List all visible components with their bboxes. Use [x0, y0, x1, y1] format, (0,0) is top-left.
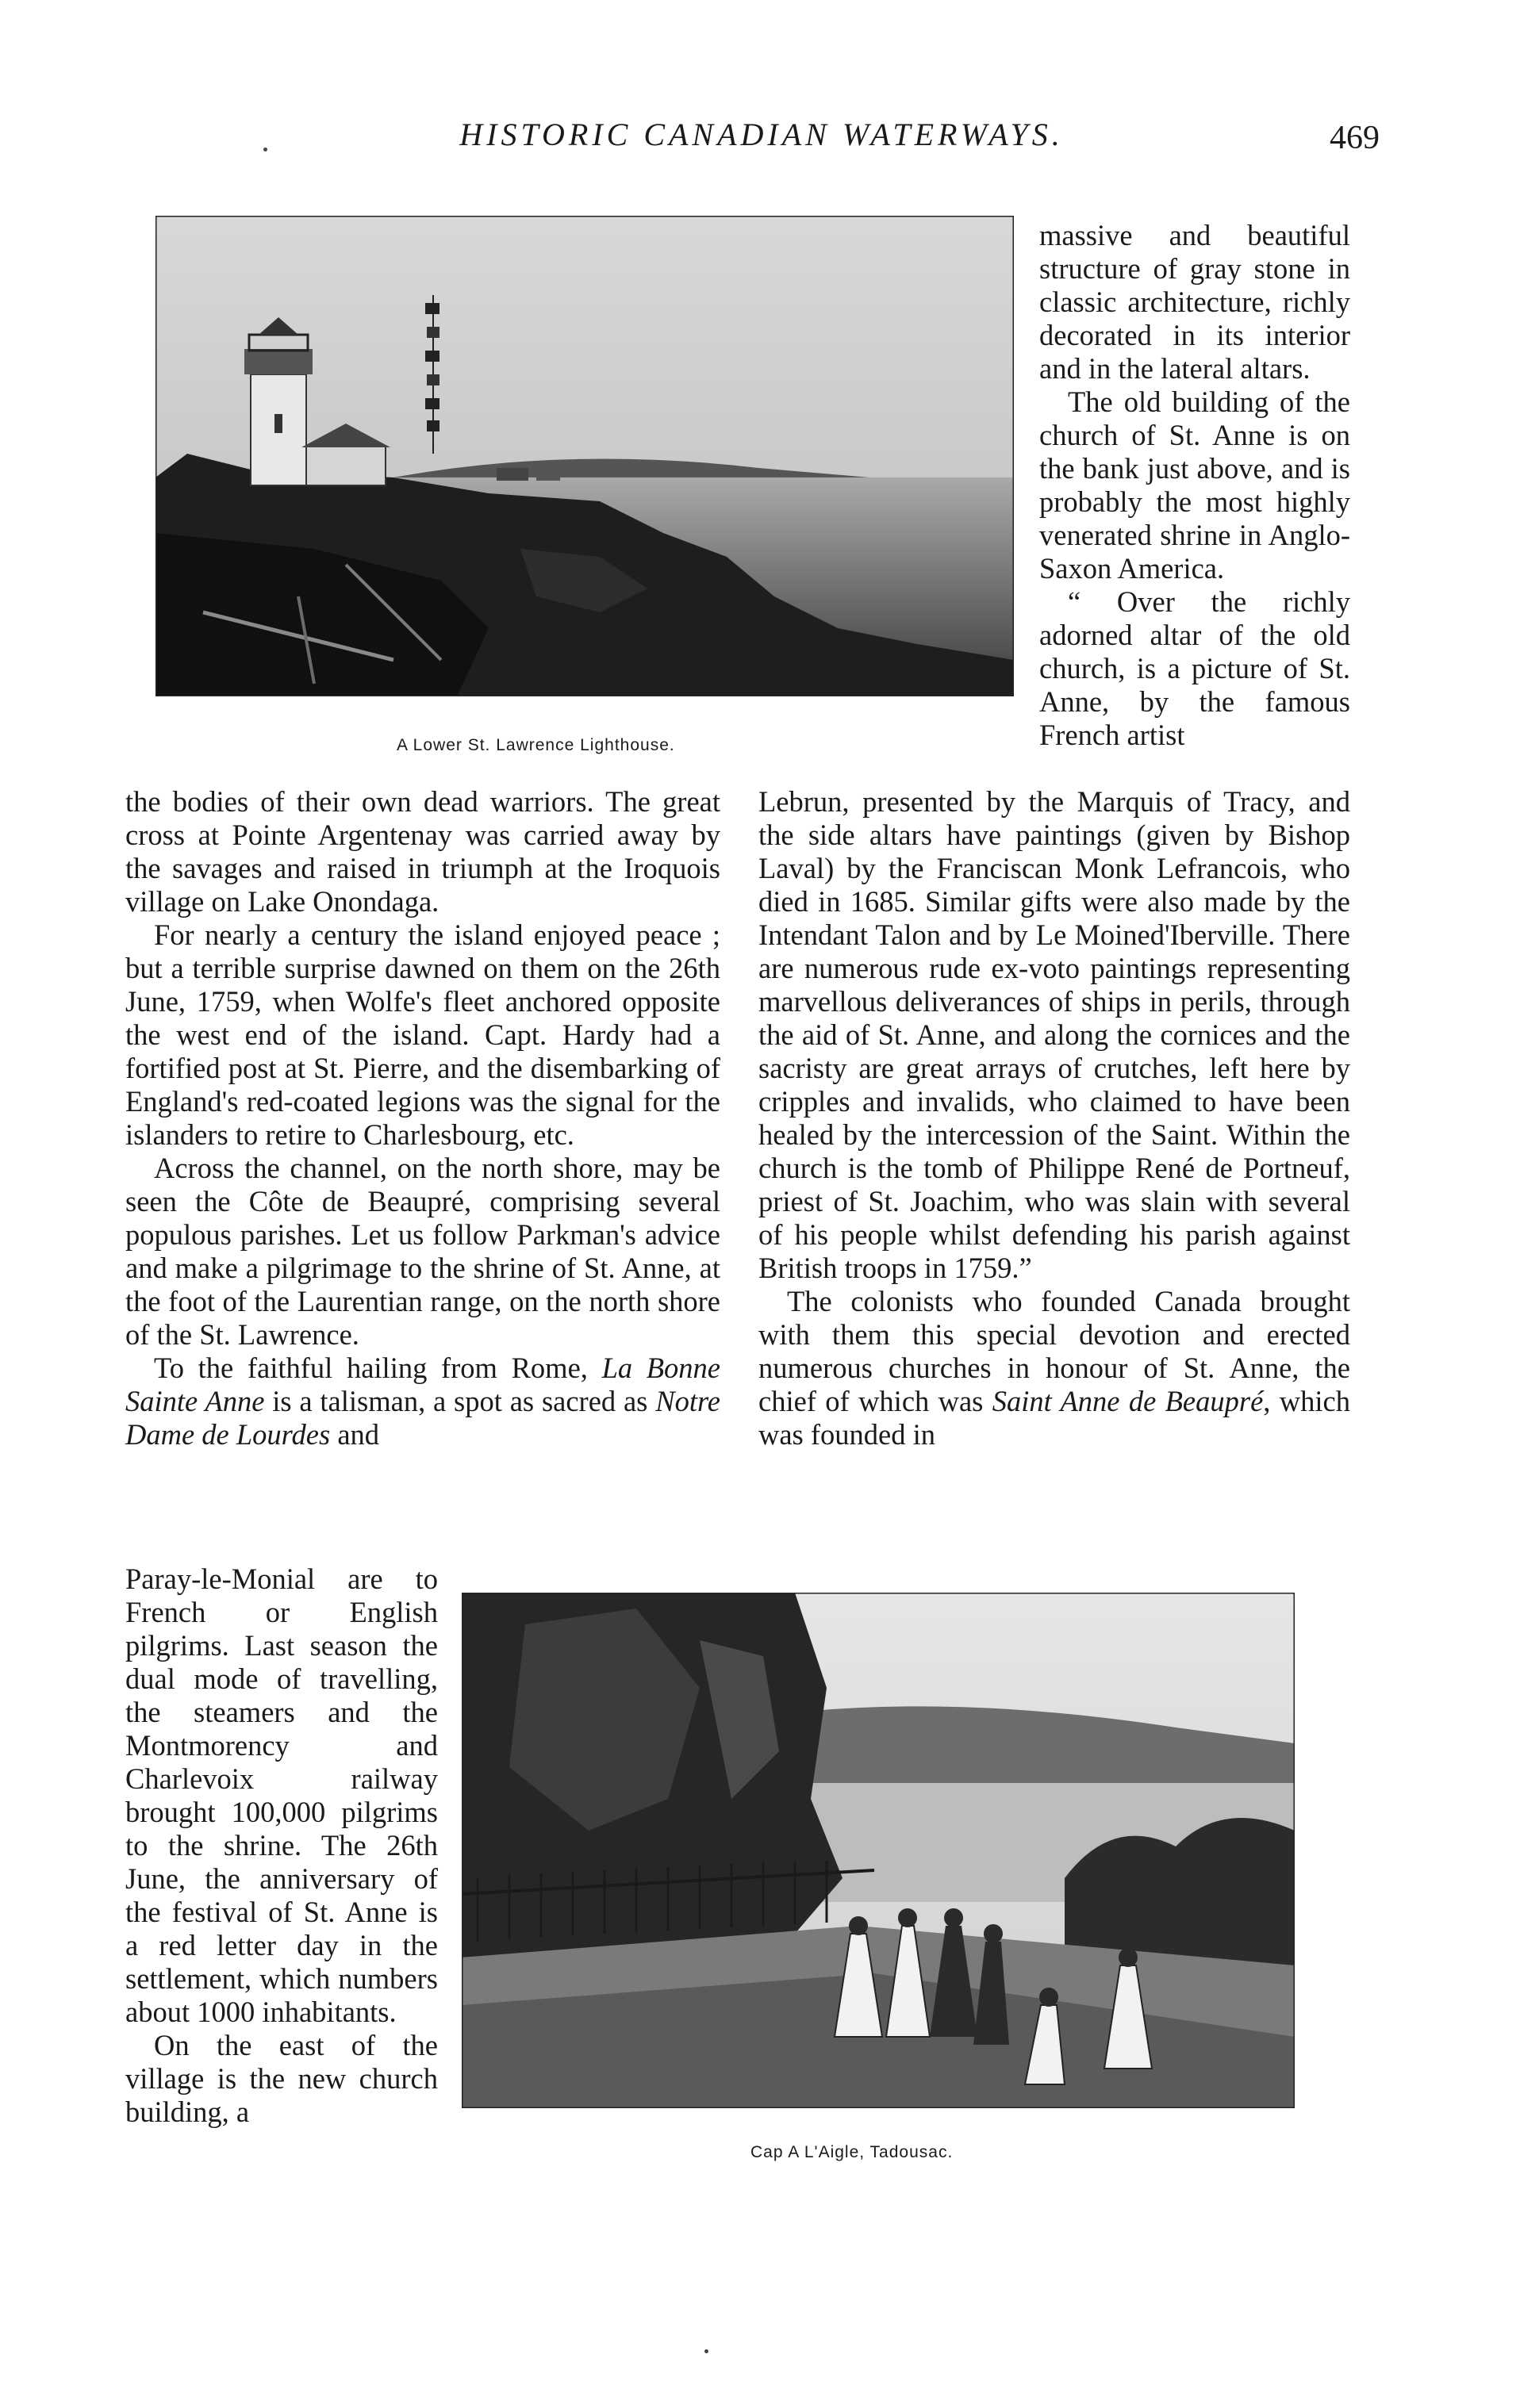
text-run: To the faithful hailing from Rome, — [154, 1352, 602, 1384]
lighthouse-photo — [155, 216, 1014, 696]
paragraph: massive and beautiful structure of gray stone in classic architecture, richly decorated in its interior and in the lateral altars. — [1039, 219, 1350, 385]
running-header: HISTORIC CANADIAN WATERWAYS. — [459, 117, 1064, 152]
left-narrow-column — [125, 1563, 438, 2129]
cap-aigle-photo-image — [462, 1593, 1295, 2108]
right-column-top — [1039, 219, 1350, 752]
text-run: is a talisman, a spot as sacred as — [264, 1385, 656, 1417]
left-column — [125, 785, 720, 1451]
paragraph — [125, 1352, 720, 1451]
italic-title: La Bonne Sainte Anne — [125, 1352, 721, 1417]
print-speck — [704, 2349, 708, 2353]
paragraph — [758, 1285, 1350, 1451]
cap-aigle-photo — [462, 1593, 1295, 2108]
paragraph: the bodies of their own dead warriors. The great cross at Pointe Argentenay was carried away by the savages and raised in triumph at the Iroquois village on Lake Onondaga. — [125, 785, 720, 918]
paragraph: The old building of the church of St. Anne is on the bank just above, and is probably the most highly venerated shrine in Anglo-Saxon America. — [1039, 385, 1350, 585]
page-number: 469 — [1330, 120, 1380, 156]
paragraph: For nearly a century the island enjoyed peace ; but a terrible surprise dawned on them on the 26th June, 1759, when Wolfe's fleet anchored opposite the west end of the island. Capt. Hardy had a fortified post at St. Pierre, and the disembarking of England's red-coated legions was the signal for the islanders to retire to Charlesbourg, etc. — [125, 918, 720, 1151]
paragraph: Lebrun, presented by the Marquis of Tracy, and the side altars have paintings (given by Bishop Laval) by the Franciscan Monk Lefrancois, who died in 1685. Similar gifts were also made by the Intendant Talon and by Le Moined'Iberville. There are numerous rude ex-voto paintings representing marvellous deliverances of ships in perils, through the aid of St. Anne, and along the cornices and the sacristy are great arrays of crutches, left here by cripples and invalids, who claimed to have been healed by the intercession of the Saint. Within the church is the tomb of Philippe René de Portneuf, priest of St. Joachim, who was slain with several of his people whilst defending his parish against British troops in 1759.” — [758, 785, 1350, 1284]
paragraph: On the east of the village is the new church building, a — [125, 2029, 438, 2128]
text-run: , which was founded in — [758, 1385, 1350, 1451]
italic-title: Saint Anne de Beaupré — [992, 1385, 1264, 1417]
paragraph: “ Over the richly adorned altar of the old church, is a picture of St. Anne, by the famous French artist — [1039, 585, 1350, 751]
paragraph: Across the channel, on the north shore, may be seen the Côte de Beaupré, comprising several populous parishes. Let us follow Parkman's advice and make a pilgrimage to the shrine of St. Anne, at the foot of the Laurentian range, on the north shore of the St. Lawrence. — [125, 1152, 720, 1351]
cap-aigle-caption: Cap A L'Aigle, Tadousac. — [750, 2143, 954, 2161]
paragraph: Paray-le-Monial are to French or English pilgrims. Last season the dual mode of travelling, the steamers and the Montmorency and Charlevoix railway brought 100,000 pilgrims to the shrine. The 26th June, the anniversary of the festival of St. Anne is a red letter day in the settlement, which numbers about 1000 inhabitants. — [125, 1563, 438, 2028]
print-speck — [263, 148, 267, 151]
italic-title: Notre Dame de Lourdes — [125, 1385, 721, 1451]
text-run: and — [330, 1418, 380, 1451]
text-run: The colonists who founded Canada brought with them this special devotion and erected numerous churches in honour of St. Anne, the chief of which was — [758, 1285, 1350, 1417]
right-column — [758, 785, 1350, 1451]
lighthouse-caption: A Lower St. Lawrence Lighthouse. — [397, 736, 675, 754]
lighthouse-photo-image — [155, 216, 1014, 696]
